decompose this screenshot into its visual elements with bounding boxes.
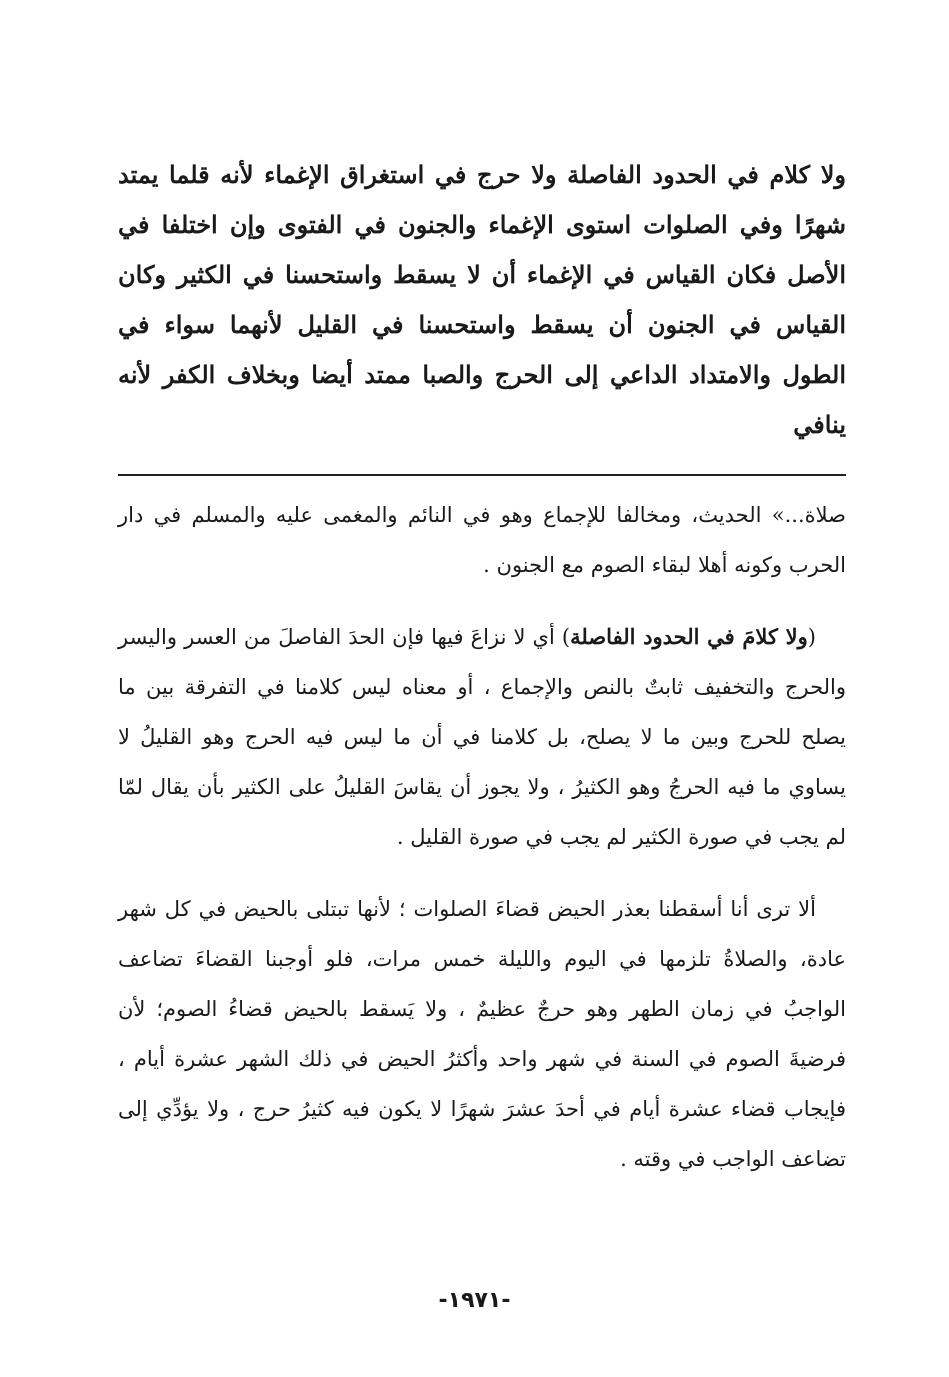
main-text-paragraph: ولا كلام في الحدود الفاصلة ولا حرج في استغراق الإغماء لأنه قلما يمتد شهرًا وفي الصلوات استوى الإغماء والجنون في الفتوى وإن اختلفا في الأصل فكان القياس في الإغماء أن لا يسقط واستحسنا في الكثير وكان القياس في الجنون أن يسقط واستحسنا في القليل لأنهما سواء في الطول والامتداد الداعي إلى الحرج والصبا ممتد أيضا وبخلاف الكفر لأنه ينافي bbox=[118, 160, 846, 439]
quote-open-paren: ( bbox=[807, 625, 816, 649]
page-number: -١٩٧١- bbox=[438, 1288, 511, 1313]
commentary-paragraph-2: ألا ترى أنا أسقطنا بعذر الحيض قضاءَ الصلوات ؛ لأنها تبتلى بالحيض في كل شهر عادة، والصلاةُ تلزمها في اليوم والليلة خمس مرات، فلو أوجبنا القضاءَ تضاعف الواجبُ في زمان الطهر وهو حرجٌ عظيمٌ ، ولا يَسقط بالحيض قضاءُ الصوم؛ لأن فرضيةَ الصوم في السنة في شهر واحد وأكثرُ الحيض في ذلك الشهر عشرة أيام ، فإيجاب قضاء عشرة أيام في أحدَ عشرَ شهرًا لا يكون فيه كثيرُ حرج ، ولا يؤدِّي إلى تضاعف الواجب في وقته . bbox=[118, 897, 846, 1171]
quoted-phrase: ولا كلامَ في الحدود الفاصلة bbox=[570, 624, 808, 649]
page-content bbox=[118, 150, 846, 1206]
footnote-paragraph: صلاة...» الحديث، ومخالفا للإجماع وهو في النائم والمغمى عليه والمسلم في دار الحرب وكونه أهلا لبقاء الصوم مع الجنون . bbox=[118, 503, 846, 577]
footnote-divider bbox=[118, 474, 846, 476]
commentary-block bbox=[118, 490, 846, 1184]
commentary-paragraph-1 bbox=[118, 612, 846, 862]
commentary-text-1: أي لا نزاعَ فيها فإن الحدَ الفاصلَ من العسر واليسر والحرج والتخفيف ثابتٌ بالنص والإجماع ، أو معناه ليس كلامنا في التفرقة بين ما يصلح للحرج وبين ما لا يصلح، بل كلامنا في أن ما ليس فيه الحرج وهو القليلُ لا يساوي ما فيه الحرجُ وهو الكثيرُ ، ولا يجوز أن يقاسَ القليلُ على الكثير بأن يقال لمّا لم يجب في صورة الكثير لم يجب في صورة القليل . bbox=[118, 625, 846, 849]
quote-close-paren: ) bbox=[561, 625, 571, 649]
main-text-block bbox=[118, 150, 846, 450]
